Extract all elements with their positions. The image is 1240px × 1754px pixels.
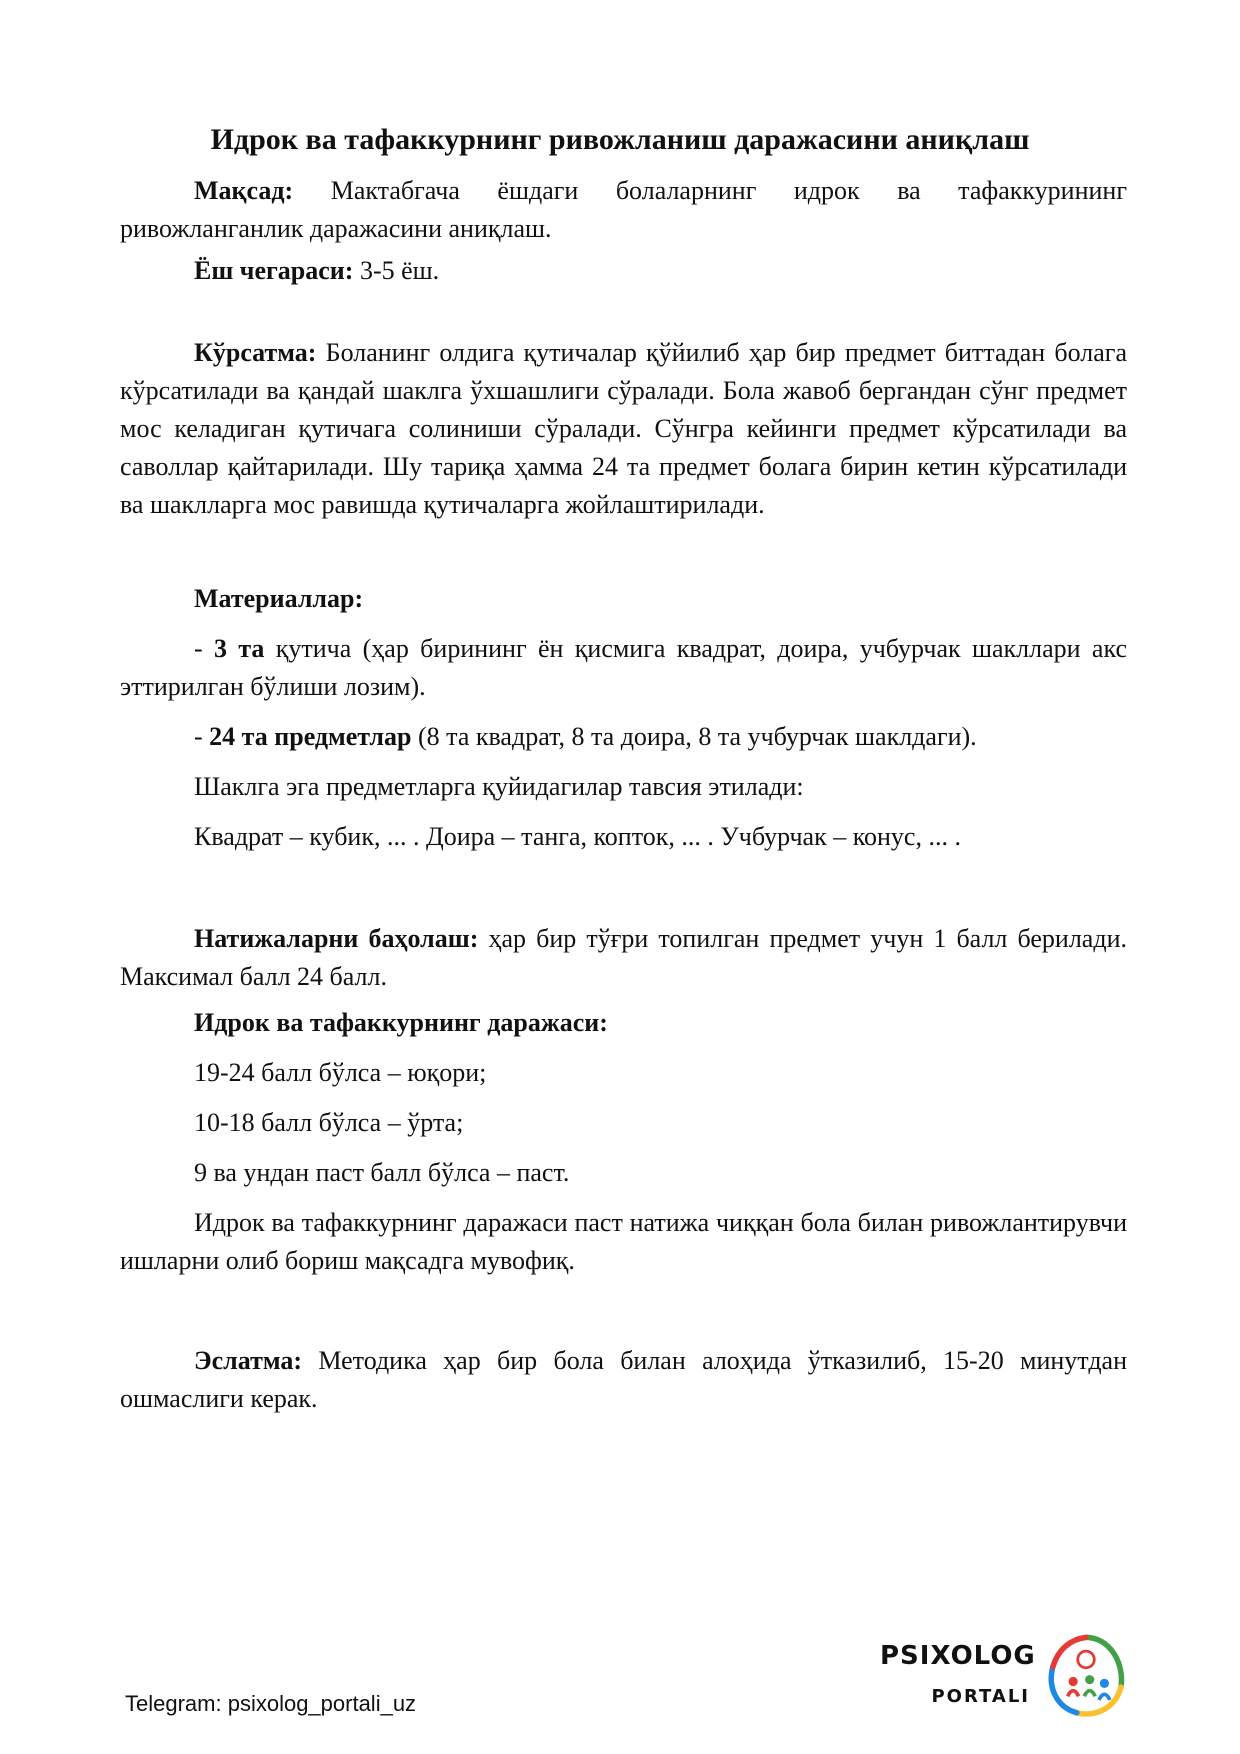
levels-heading: Идрок ва тафаккурнинг даражаси:: [194, 1008, 608, 1037]
level-high: 19-24 балл бўлса – юқори;: [194, 1058, 487, 1087]
note-text: Методика ҳар бир бола билан алоҳида ўтказилиб, 15-20 минутдан ошмаслиги керак.: [120, 1346, 1127, 1413]
materials-item-objects-count: 24 та предметлар: [209, 722, 412, 751]
brand-wordmark: [880, 1640, 1036, 1712]
level-low: 9 ва ундан паст балл бўлса – паст.: [194, 1158, 570, 1187]
instruction-label: Кўрсатма:: [194, 338, 317, 367]
evaluation-text: ҳар бир тўғри топилган предмет учун 1 балл берилади. Максимал балл 24 балл.: [120, 924, 1127, 991]
psychology-logo-icon: [1040, 1630, 1132, 1722]
recommendation-paragraph: Идрок ва тафаккурнинг даражаси паст натижа чиққан бола билан ривожлантирувчи ишларни олиб бориш мақсадга мувофиқ.: [120, 1208, 1127, 1275]
level-mid: 10-18 балл бўлса – ўрта;: [194, 1108, 464, 1137]
brand-line-1: PSIXOLOG: [880, 1641, 1036, 1671]
note-paragraph: [120, 1342, 1127, 1418]
instruction-paragraph: [120, 334, 1127, 524]
purpose-label: Мақсад:: [194, 176, 294, 205]
materials-recommend: Шаклга эга предметларга қуйидагилар тавсия этилади:: [194, 772, 804, 801]
age-paragraph: [120, 252, 1127, 290]
instruction-text: Боланинг олдига қутичалар қўйилиб ҳар бир предмет биттадан болага кўрсатилади ва қандай шаклга ўхшашлиги сўралади. Бола жавоб бергандан сўнг предмет мос келадиган қутичага солиниши сўралади. Сўнгра кейинги предмет кўрсатилади ва саволлар қайтарилади. Шу тариқа ҳамма 24 та предмет болага бирин кетин кўрсатилади ва шаклларга мос равишда қутичаларга жойлаштирилади.: [120, 338, 1127, 519]
document-title: Идрок ва тафаккурнинг ривожланиш даражасини аниқлаш: [210, 123, 1030, 156]
materials-heading: Материаллар:: [194, 584, 364, 613]
materials-examples: Квадрат – кубик, ... . Доира – танга, копток, ... . Учбурчак – конус, ... .: [194, 822, 961, 851]
age-text: 3-5 ёш.: [353, 256, 440, 285]
materials-item-boxes: - 3 та қутича (ҳар бирининг ён қисмига квадрат, доира, учбурчак шакллари акс эттирилган бўлиши лозим).: [120, 634, 1127, 701]
brand-line-2: PORTALI: [931, 1686, 1030, 1707]
evaluation-paragraph: [120, 920, 1127, 996]
purpose-text: Мактабгача ёшдаги болаларнинг идрок ва тафаккурининг ривожланганлик даражасини аниқлаш.: [120, 176, 1127, 243]
note-label: Эслатма:: [194, 1346, 303, 1375]
evaluation-label: Натижаларни баҳолаш:: [194, 924, 479, 953]
materials-item-boxes-count: 3 та: [214, 634, 265, 663]
telegram-footer: Telegram: psixolog_portali_uz: [125, 1691, 417, 1716]
purpose-paragraph: [120, 172, 1127, 248]
materials-item-objects: - 24 та предметлар (8 та квадрат, 8 та доира, 8 та учбурчак шаклдаги).: [194, 722, 977, 751]
age-label: Ёш чегараси:: [194, 256, 354, 285]
